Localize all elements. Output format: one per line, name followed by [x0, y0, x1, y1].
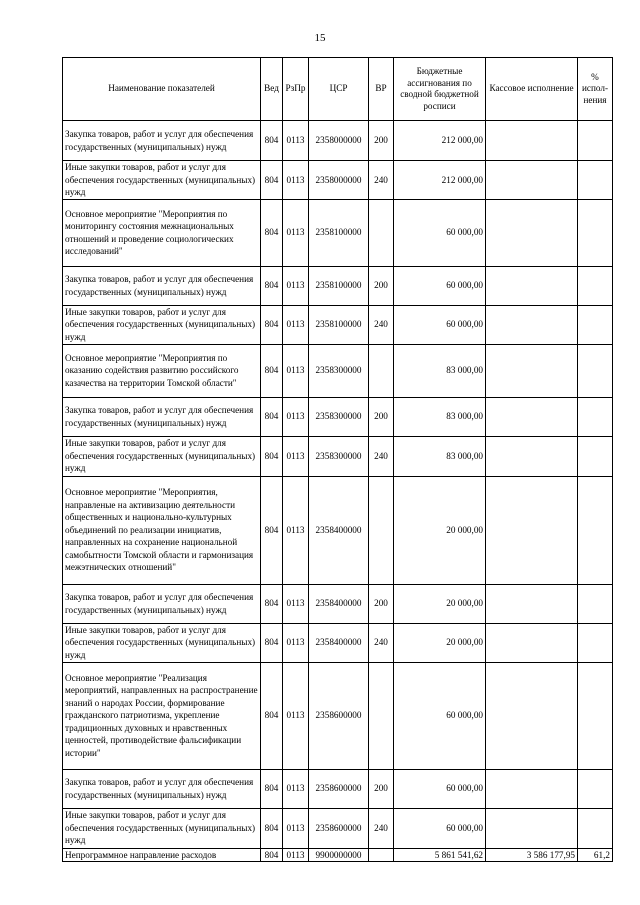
table-row: [63, 397, 613, 436]
row-rzpr: 0113: [283, 397, 309, 436]
row-kass: [486, 662, 578, 769]
row-rzpr: 0113: [283, 848, 309, 862]
row-csr: 2358400000: [309, 584, 369, 623]
table-row: [63, 848, 613, 862]
row-name: Иные закупки товаров, работ и услуг для обеспечения государственных (муниципальных) нужд: [63, 161, 261, 200]
row-csr: 2358400000: [309, 623, 369, 662]
row-vr: 240: [369, 436, 394, 476]
table-row: [63, 808, 613, 848]
row-pct: [578, 808, 613, 848]
row-csr: 2358000000: [309, 121, 369, 161]
row-vr: [369, 848, 394, 862]
row-rzpr: 0113: [283, 199, 309, 266]
row-ved: 804: [261, 808, 283, 848]
header-budget: Бюджетные ассигнования по сводной бюджетной росписи: [394, 58, 486, 121]
row-kass: [486, 397, 578, 436]
table-row: [63, 199, 613, 266]
row-amount: 83 000,00: [394, 344, 486, 397]
row-name: Иные закупки товаров, работ и услуг для обеспечения государственных (муниципальных) нужд: [63, 808, 261, 848]
row-rzpr: 0113: [283, 121, 309, 161]
table-row: [63, 623, 613, 662]
row-amount: 60 000,00: [394, 199, 486, 266]
row-vr: 240: [369, 623, 394, 662]
row-kass: [486, 476, 578, 584]
header-rzpr: РзПр: [283, 58, 309, 121]
row-rzpr: 0113: [283, 623, 309, 662]
row-ved: 804: [261, 848, 283, 862]
row-kass: [486, 161, 578, 200]
row-csr: 2358400000: [309, 476, 369, 584]
header-kassa: Кассовое исполнение: [486, 58, 578, 121]
table-row: [63, 662, 613, 769]
row-csr: 2358300000: [309, 436, 369, 476]
table-row: [63, 476, 613, 584]
row-ved: 804: [261, 121, 283, 161]
row-kass: [486, 344, 578, 397]
row-name: Закупка товаров, работ и услуг для обеспечения государственных (муниципальных) нужд: [63, 121, 261, 161]
row-pct: 61,2: [578, 848, 613, 862]
row-vr: 200: [369, 769, 394, 808]
table-row: [63, 121, 613, 161]
row-amount: 5 861 541,62: [394, 848, 486, 862]
table-row: [63, 584, 613, 623]
row-csr: 2358600000: [309, 769, 369, 808]
row-amount: 212 000,00: [394, 161, 486, 200]
row-rzpr: 0113: [283, 266, 309, 305]
row-csr: 2358100000: [309, 305, 369, 344]
row-name: Иные закупки товаров, работ и услуг для обеспечения государственных (муниципальных) нужд: [63, 436, 261, 476]
row-csr: 2358600000: [309, 662, 369, 769]
row-amount: 60 000,00: [394, 769, 486, 808]
row-ved: 804: [261, 769, 283, 808]
row-rzpr: 0113: [283, 161, 309, 200]
row-name: Закупка товаров, работ и услуг для обеспечения государственных (муниципальных) нужд: [63, 266, 261, 305]
row-kass: [486, 623, 578, 662]
row-kass: 3 586 177,95: [486, 848, 578, 862]
row-name: Основное мероприятие "Мероприятия по мониторингу состояния межнациональных отношений и проведение социологических исследований": [63, 199, 261, 266]
table-row: [63, 161, 613, 200]
row-rzpr: 0113: [283, 476, 309, 584]
row-rzpr: 0113: [283, 305, 309, 344]
row-pct: [578, 476, 613, 584]
row-amount: 60 000,00: [394, 305, 486, 344]
row-pct: [578, 266, 613, 305]
row-csr: 2358000000: [309, 161, 369, 200]
row-ved: 804: [261, 476, 283, 584]
row-amount: 83 000,00: [394, 436, 486, 476]
row-name: Основное мероприятие "Мероприятия по оказанию содействия развитию российского казачества на территории Томской области": [63, 344, 261, 397]
row-kass: [486, 769, 578, 808]
row-pct: [578, 623, 613, 662]
header-ved: Вед: [261, 58, 283, 121]
header-vr: ВР: [369, 58, 394, 121]
row-pct: [578, 436, 613, 476]
row-vr: [369, 199, 394, 266]
row-pct: [578, 769, 613, 808]
row-pct: [578, 305, 613, 344]
row-ved: 804: [261, 662, 283, 769]
row-ved: 804: [261, 344, 283, 397]
row-amount: 83 000,00: [394, 397, 486, 436]
row-name: Закупка товаров, работ и услуг для обеспечения государственных (муниципальных) нужд: [63, 397, 261, 436]
row-name: Непрограммное направление расходов: [63, 848, 261, 862]
row-pct: [578, 584, 613, 623]
row-name: Закупка товаров, работ и услуг для обеспечения государственных (муниципальных) нужд: [63, 584, 261, 623]
row-ved: 804: [261, 397, 283, 436]
row-kass: [486, 436, 578, 476]
row-kass: [486, 266, 578, 305]
row-ved: 804: [261, 584, 283, 623]
table-row: [63, 305, 613, 344]
row-name: Иные закупки товаров, работ и услуг для обеспечения государственных (муниципальных) нужд: [63, 623, 261, 662]
row-ved: 804: [261, 199, 283, 266]
row-ved: 804: [261, 436, 283, 476]
table-row: [63, 344, 613, 397]
row-csr: 9900000000: [309, 848, 369, 862]
row-pct: [578, 199, 613, 266]
row-rzpr: 0113: [283, 436, 309, 476]
row-amount: 212 000,00: [394, 121, 486, 161]
row-name: Закупка товаров, работ и услуг для обеспечения государственных (муниципальных) нужд: [63, 769, 261, 808]
row-ved: 804: [261, 623, 283, 662]
row-vr: [369, 476, 394, 584]
table-row: [63, 769, 613, 808]
row-kass: [486, 199, 578, 266]
header-pct: % испол-нения: [578, 58, 613, 121]
row-ved: 804: [261, 266, 283, 305]
row-ved: 804: [261, 161, 283, 200]
row-name: Иные закупки товаров, работ и услуг для обеспечения государственных (муниципальных) нужд: [63, 305, 261, 344]
row-vr: 240: [369, 161, 394, 200]
row-vr: 240: [369, 808, 394, 848]
row-kass: [486, 808, 578, 848]
row-kass: [486, 584, 578, 623]
row-pct: [578, 397, 613, 436]
row-pct: [578, 121, 613, 161]
row-name: Основное мероприятие "Мероприятия, направленые на активизацию деятельности общественных и национально-культурных объединений по реализации инициатив, направленных на сохранение национальной самобытности Томской области и гармонизация межэтнических отношений": [63, 476, 261, 584]
budget-table: [62, 57, 613, 862]
table-row: [63, 266, 613, 305]
row-csr: 2358600000: [309, 808, 369, 848]
row-amount: 60 000,00: [394, 662, 486, 769]
page-number: 15: [314, 32, 326, 44]
row-vr: [369, 662, 394, 769]
row-pct: [578, 344, 613, 397]
row-amount: 20 000,00: [394, 584, 486, 623]
row-kass: [486, 121, 578, 161]
row-rzpr: 0113: [283, 769, 309, 808]
header-name: Наименование показателей: [63, 58, 261, 121]
table-header-row: [63, 58, 613, 121]
header-csr: ЦСР: [309, 58, 369, 121]
row-rzpr: 0113: [283, 344, 309, 397]
row-vr: [369, 344, 394, 397]
row-vr: 200: [369, 397, 394, 436]
row-name: Основное мероприятие "Реализация мероприятий, направленных на распространение знаний о народах России, формирование гражданского патриотизма, укрепление традиционных духовных и нравственных ценностей, противодействие фальсификации истории": [63, 662, 261, 769]
row-ved: 804: [261, 305, 283, 344]
row-rzpr: 0113: [283, 808, 309, 848]
row-amount: 20 000,00: [394, 476, 486, 584]
row-vr: 240: [369, 305, 394, 344]
row-csr: 2358100000: [309, 266, 369, 305]
row-pct: [578, 161, 613, 200]
row-amount: 20 000,00: [394, 623, 486, 662]
row-csr: 2358100000: [309, 199, 369, 266]
row-rzpr: 0113: [283, 662, 309, 769]
row-amount: 60 000,00: [394, 266, 486, 305]
row-vr: 200: [369, 266, 394, 305]
row-vr: 200: [369, 121, 394, 161]
row-pct: [578, 662, 613, 769]
row-rzpr: 0113: [283, 584, 309, 623]
table-row: [63, 436, 613, 476]
row-kass: [486, 305, 578, 344]
row-amount: 60 000,00: [394, 808, 486, 848]
row-vr: 200: [369, 584, 394, 623]
row-csr: 2358300000: [309, 344, 369, 397]
row-csr: 2358300000: [309, 397, 369, 436]
